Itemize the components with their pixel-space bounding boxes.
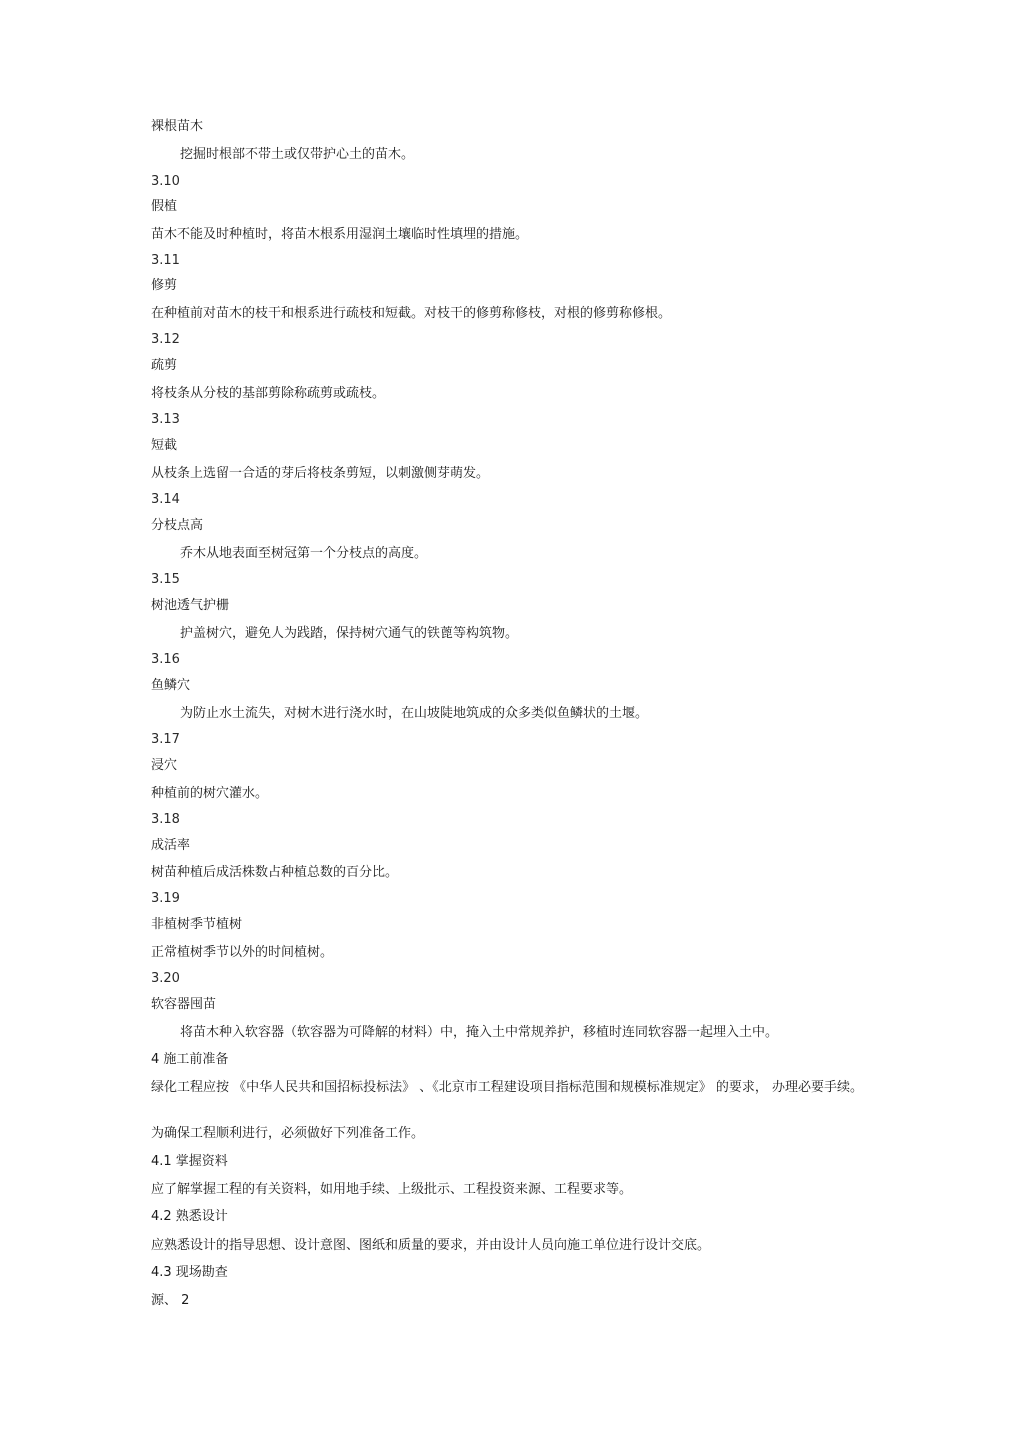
paragraph-text: 应了解掌握工程的有关资料，如用地手续、上级批示、工程投资来源、工程要求等。	[151, 1182, 633, 1197]
term-heading: 软容器囤苗	[151, 997, 217, 1012]
term-heading: 成活率	[151, 838, 191, 853]
clause-number: 3.17	[151, 732, 180, 747]
term-heading: 疏剪	[151, 358, 178, 373]
term-heading: 假植	[151, 199, 178, 214]
definition-text: 将苗木种入软容器（软容器为可降解的材料）中，掩入土中常规养护，移植时连同软容器一起埋入土中。	[180, 1025, 779, 1040]
term-heading: 树池透气护栅	[151, 598, 230, 613]
term-heading: 修剪	[151, 278, 178, 293]
subsection-heading: 4.3 现场勘查	[151, 1265, 228, 1280]
clause-number: 3.14	[151, 492, 180, 507]
definition-text: 在种植前对苗木的枝干和根系进行疏枝和短截。对枝干的修剪称修枝，对根的修剪称修根。	[151, 306, 672, 321]
definition-text: 乔木从地表面至树冠第一个分枝点的高度。	[180, 546, 428, 561]
definition-text: 为防止水土流失，对树木进行浇水时，在山坡陡地筑成的众多类似鱼鳞状的土堰。	[180, 706, 649, 721]
definition-text: 挖掘时根部不带土或仅带护心土的苗木。	[180, 147, 415, 162]
paragraph-text: 绿化工程应按 《中华人民共和国招标投标法》 、《北京市工程建设项目指标范围和规模标准规定》 的要求， 办理必要手续。	[151, 1080, 864, 1095]
definition-text: 种植前的树穴灌水。	[151, 786, 269, 801]
definition-text: 将枝条从分枝的基部剪除称疏剪或疏枝。	[151, 386, 386, 401]
clause-number: 3.10	[151, 174, 180, 189]
term-heading: 短截	[151, 438, 178, 453]
clause-number: 3.13	[151, 412, 180, 427]
term-heading: 鱼鳞穴	[151, 678, 191, 693]
clause-number: 3.12	[151, 332, 180, 347]
page-footer-fragment: 源、 2	[151, 1293, 190, 1308]
definition-text: 正常植树季节以外的时间植树。	[151, 945, 334, 960]
definition-text: 护盖树穴，避免人为践踏，保持树穴通气的铁蓖等构筑物。	[180, 626, 519, 641]
clause-number: 3.16	[151, 652, 180, 667]
subsection-heading: 4.1 掌握资料	[151, 1154, 228, 1169]
definition-text: 从枝条上选留一合适的芽后将枝条剪短，以刺激侧芽萌发。	[151, 466, 490, 481]
subsection-heading: 4.2 熟悉设计	[151, 1209, 228, 1224]
clause-number: 3.19	[151, 891, 180, 906]
clause-number: 3.20	[151, 971, 180, 986]
clause-number: 3.18	[151, 812, 180, 827]
term-heading: 浸穴	[151, 758, 178, 773]
term-heading: 分枝点高	[151, 518, 204, 533]
term-heading: 非植树季节植树	[151, 917, 243, 932]
term-bare-root-seedling: 裸根苗木	[151, 119, 204, 134]
clause-number: 3.11	[151, 253, 180, 268]
paragraph-text: 为确保工程顺利进行，必须做好下列准备工作。	[151, 1126, 425, 1141]
clause-number: 3.15	[151, 572, 180, 587]
definition-text: 树苗种植后成活株数占种植总数的百分比。	[151, 865, 399, 880]
paragraph-text: 应熟悉设计的指导思想、设计意图、图纸和质量的要求，并由设计人员向施工单位进行设计交底。	[151, 1238, 711, 1253]
section-heading: 4 施工前准备	[151, 1052, 229, 1067]
definition-text: 苗木不能及时种植时，将苗木根系用湿润土壤临时性填埋的措施。	[151, 227, 529, 242]
